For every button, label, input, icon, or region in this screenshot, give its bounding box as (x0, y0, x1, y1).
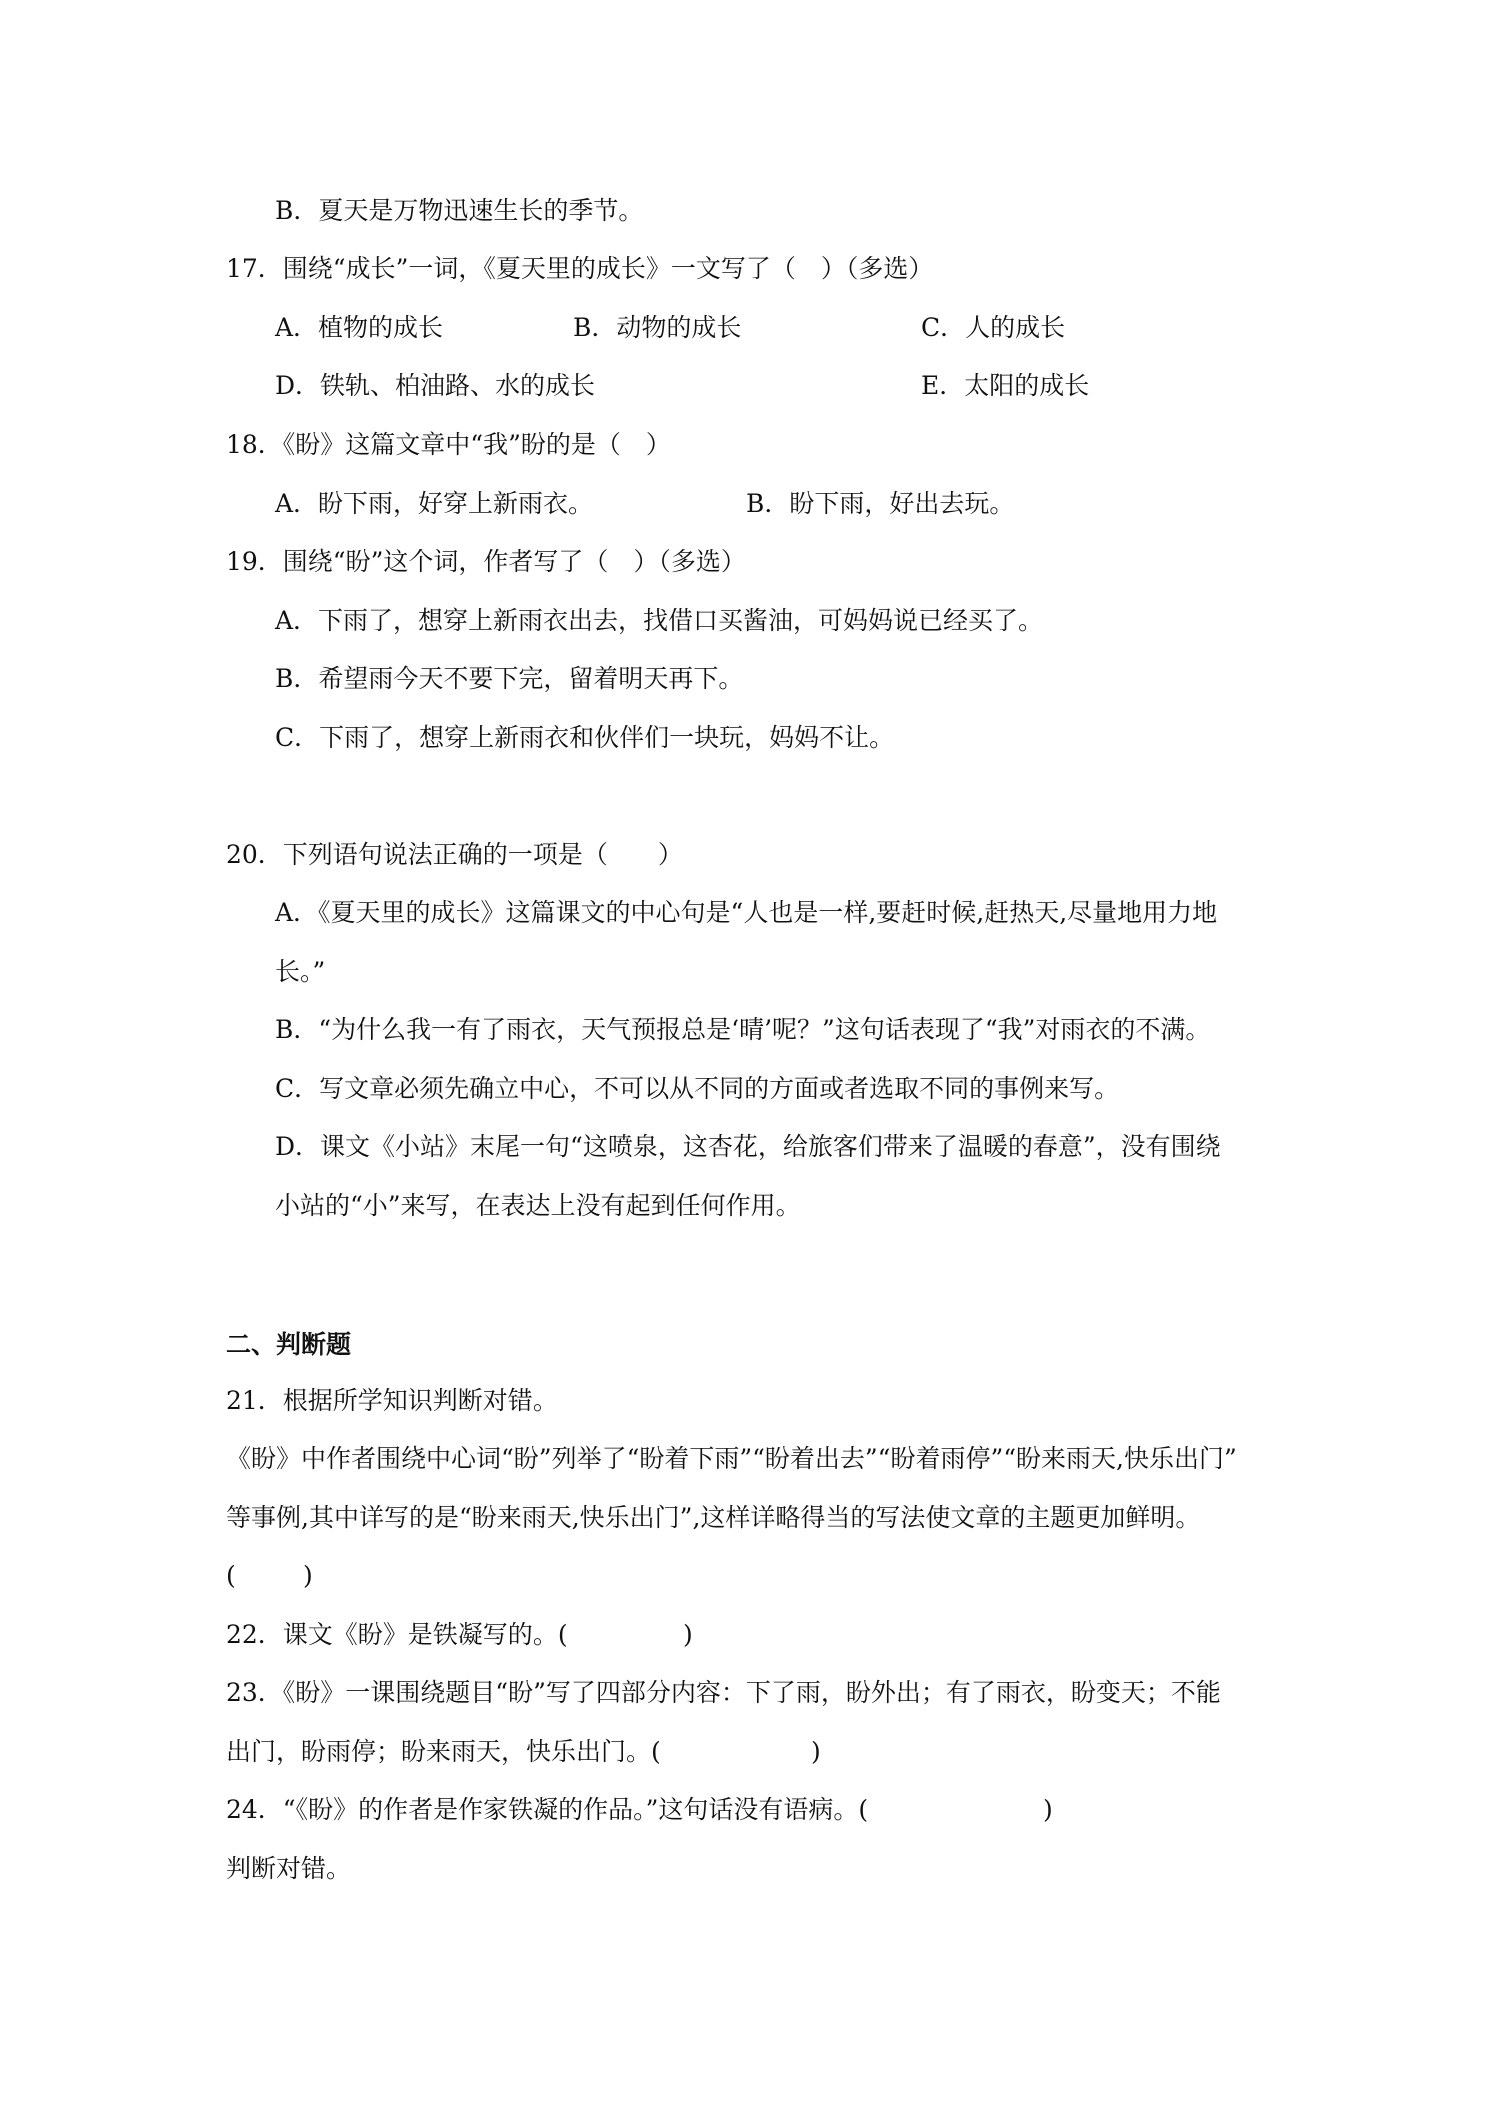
q19-option-a: A．下雨了，想穿上新雨衣出去，找借口买酱油，可妈妈说已经买了。 (275, 606, 1044, 635)
q20-option-a-line2: 长。” (275, 957, 326, 986)
q19-stem: 19．围绕“盼”这个词，作者写了（ ）（多选） (226, 547, 746, 576)
q21-stem: 21．根据所学知识判断对错。 (226, 1386, 558, 1415)
q17-option-c: C．人的成长 (921, 313, 1066, 342)
q20-option-b: B．“为什么我一有了雨衣，天气预报总是‘晴’呢？”这句话表现了“我”对雨衣的不满。 (275, 1015, 1211, 1044)
q21-answer-paren-open: ( (226, 1561, 236, 1590)
q17-option-b: B．动物的成长 (573, 313, 742, 342)
q18-option-b: B．盼下雨，好出去玩。 (746, 489, 1015, 518)
q21-body-line2: 等事例,其中详写的是“盼来雨天,快乐出门”,这样详略得当的写法使文章的主题更加鲜明。 (226, 1503, 1201, 1532)
q18-stem: 18．《盼》这篇文章中“我”盼的是（ ） (226, 430, 671, 459)
q24-text: 24．“《盼》的作者是作家铁凝的作品。”这句话没有语病。( (226, 1795, 869, 1824)
q21-answer-paren-close: ) (303, 1561, 313, 1590)
q20-stem: 20．下列语句说法正确的一项是（ ） (226, 840, 683, 869)
q20-option-d-line2: 小站的“小”来写，在表达上没有起到任何作用。 (275, 1191, 801, 1220)
q22-text: 22．课文《盼》是铁凝写的。( (226, 1620, 568, 1649)
q24-answer-paren-close: ) (1043, 1795, 1053, 1824)
q19-option-c: C．下雨了，想穿上新雨衣和伙伴们一块玩，妈妈不让。 (275, 723, 895, 752)
q23-line1: 23．《盼》一课围绕题目“盼”写了四部分内容：下了雨，盼外出；有了雨衣，盼变天；不能 (226, 1678, 1221, 1707)
section-heading: 二、判断题 (226, 1330, 352, 1359)
q23-line2: 出门，盼雨停；盼来雨天，快乐出门。( (226, 1737, 661, 1766)
q18-option-a: A．盼下雨，好穿上新雨衣。 (275, 489, 594, 518)
q22-answer-paren-close: ) (683, 1620, 693, 1649)
q17-option-d: D．铁轨、柏油路、水的成长 (275, 371, 596, 400)
q20-option-d-line1: D．课文《小站》末尾一句“这喷泉，这杏花，给旅客们带来了温暖的春意”，没有围绕 (275, 1132, 1221, 1161)
q20-option-a-line1: A．《夏天里的成长》这篇课文的中心句是“人也是一样,要赶时候,赶热天,尽量地用力地 (275, 898, 1218, 927)
q17-stem: 17．围绕“成长”一词，《夏天里的成长》一文写了（ ）（多选） (226, 254, 934, 283)
q19-option-b: B．希望雨今天不要下完，留着明天再下。 (275, 664, 744, 693)
q17-option-e: E．太阳的成长 (921, 371, 1090, 400)
q16-option-b: B．夏天是万物迅速生长的季节。 (275, 196, 644, 225)
q20-option-c: C．写文章必须先确立中心，不可以从不同的方面或者选取不同的事例来写。 (275, 1074, 1120, 1103)
q17-option-a: A．植物的成长 (275, 313, 444, 342)
q21-body-line1: 《盼》中作者围绕中心词“盼”列举了“盼着下雨”“盼着出去”“盼着雨停”“盼来雨天,快乐出门” (226, 1444, 1237, 1473)
q23-answer-paren-close: ) (811, 1737, 821, 1766)
q24-subtext: 判断对错。 (226, 1854, 352, 1883)
